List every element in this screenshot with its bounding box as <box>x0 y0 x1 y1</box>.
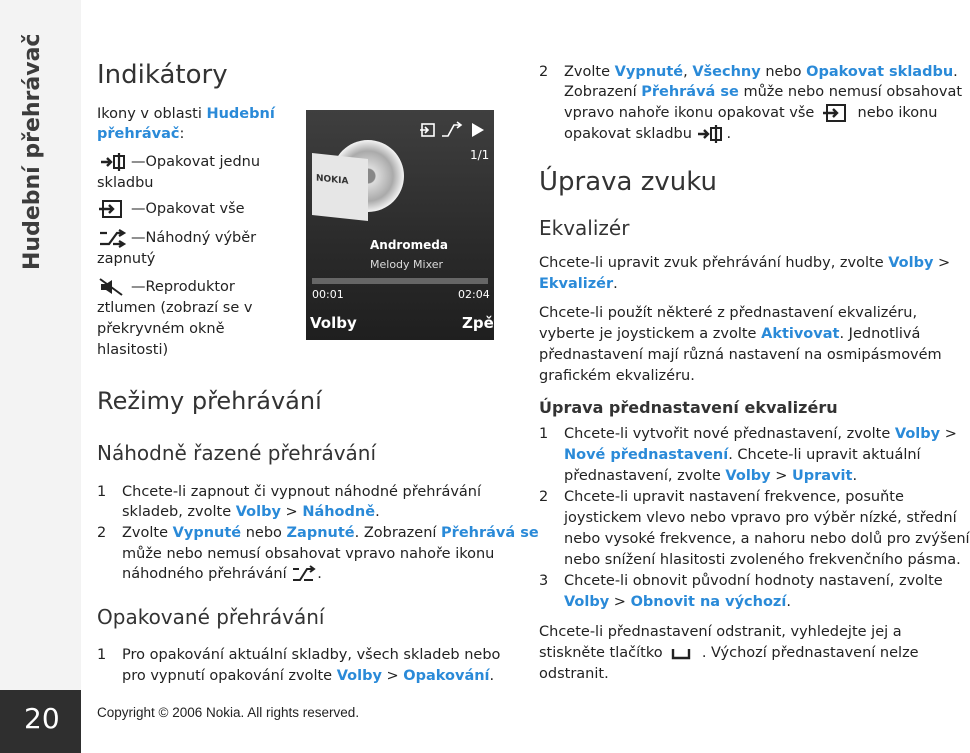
shuffle-icon <box>291 564 317 584</box>
repeat-step-2-c: vpravo nahoře ikonu opakovat vše nebo ikonu <box>564 105 938 121</box>
repeat-step-2-d: opakovat skladbu . <box>564 126 732 142</box>
muted-item-4: hlasitosti) <box>97 342 169 358</box>
repeat-step-1-b: pro vypnutí opakování zvolte Volby > Opakování. <box>122 668 495 684</box>
eq-para-1-a: Chcete-li upravit zvuk přehrávání hudby, zvolte Volby > <box>539 255 951 271</box>
eq-para-2-c: přednastavení mají různá nastavení na osmipásmovém <box>539 347 942 363</box>
repeat-all-icon <box>97 199 131 219</box>
muted-item-2: ztlumen (zobrazí se v <box>97 300 253 316</box>
phone-screenshot <box>306 110 501 340</box>
shuffle-item: —Náhodný výběr <box>97 228 256 249</box>
sound-heading: Úprava zvuku <box>539 167 717 197</box>
preset-step-1-a: Chcete-li vytvořit nové přednastavení, zvolte Volby > <box>564 426 957 442</box>
muted-item: —Reproduktor <box>97 277 235 298</box>
final-para-a: Chcete-li přednastavení odstranit, vyhledejte jej a <box>539 624 902 640</box>
back-softkey[interactable]: Zpět <box>462 314 501 332</box>
page-number: 20 <box>24 702 60 735</box>
preset-step-2-b: joystickem vlevo nebo vpravo pro výběr nízké, střední <box>564 510 957 526</box>
repeat-heading: Opakované přehrávání <box>97 605 325 629</box>
clear-key-icon <box>667 643 697 663</box>
eq-para-2-b: vyberte je joystickem a zvolte Aktivovat. Jednotlivá <box>539 326 921 342</box>
time-total: 02:04 <box>458 288 490 301</box>
muted-item-3: překryvném okně <box>97 321 225 337</box>
shuffle-step-2-num: 2 <box>97 525 107 541</box>
preset-step-2-c: nebo vysoké frekvence, a nahoru nebo dolů pro zvýšení <box>564 531 970 547</box>
preset-step-3-num: 3 <box>539 573 549 589</box>
repeat-step-2-b: Zobrazení Přehrává se může nebo nemusí obsahovat <box>564 84 963 100</box>
preset-step-1-b: Nové přednastavení. Chcete-li upravit aktuální <box>564 447 921 463</box>
preset-step-3-a: Chcete-li obnovit původní hodnoty nastavení, zvolte <box>564 573 943 589</box>
shuffle-step-1-a: Chcete-li zapnout či vypnout náhodné přehrávání <box>122 484 482 500</box>
intro-line-1: Ikony v oblasti Hudební <box>97 106 275 122</box>
repeat-step-1-a: Pro opakování aktuální skladby, všech skladeb nebo <box>122 647 501 663</box>
copyright: Copyright © 2006 Nokia. All rights reserved. <box>97 705 360 720</box>
preset-step-3-b: Volby > Obnovit na výchozí. <box>564 594 791 610</box>
page-number-box <box>0 690 81 753</box>
indicators-heading: Indikátory <box>97 60 228 90</box>
nokia-logo: NOKIA <box>316 173 349 187</box>
progress-bar <box>312 278 488 284</box>
chapter-sidebar <box>0 0 81 753</box>
preset-step-2-d: nebo snížení hlasitosti zvoleného frekvenčního pásma. <box>564 552 961 568</box>
shuffle-item-2: zapnutý <box>97 251 156 267</box>
preset-step-1-num: 1 <box>539 426 549 442</box>
song-title: Andromeda <box>370 238 448 252</box>
eq-para-2-d: grafickém ekvalizéru. <box>539 368 695 384</box>
final-para-c: odstranit. <box>539 666 609 682</box>
repeat-one-icon <box>697 124 727 144</box>
preset-heading: Úprava přednastavení ekvalizéru <box>539 398 838 417</box>
preset-step-2-num: 2 <box>539 489 549 505</box>
repeat-step-2-num: 2 <box>539 64 549 80</box>
repeat-one-item-2: skladbu <box>97 175 154 191</box>
shuffle-step-1-b: skladeb, zvolte Volby > Náhodně. <box>122 504 380 520</box>
repeat-step-2-a: Zvolte Vypnuté, Všechny nebo Opakovat skladbu. <box>564 64 958 80</box>
equalizer-heading: Ekvalizér <box>539 216 630 240</box>
shuffle-step-1-num: 1 <box>97 484 107 500</box>
status-icons <box>418 120 488 140</box>
final-para-b: stiskněte tlačítko . Výchozí přednastavení nelze <box>539 645 919 661</box>
repeat-all-icon <box>819 103 853 123</box>
shuffle-step-2-b: může nebo nemusí obsahovat vpravo nahoře ikonu <box>122 546 495 562</box>
repeat-one-item: —Opakovat jednu <box>97 152 260 173</box>
preset-step-2-a: Chcete-li upravit nastavení frekvence, posuňte <box>564 489 904 505</box>
chapter-title: Hudební přehrávač <box>20 33 45 270</box>
repeat-one-icon <box>97 152 131 172</box>
preset-step-1-c: přednastavení, zvolte Volby > Upravit. <box>564 468 858 484</box>
eq-para-1-b: Ekvalizér. <box>539 276 618 292</box>
time-elapsed: 00:01 <box>312 288 344 301</box>
track-counter: 1/1 <box>470 148 490 162</box>
repeat-step-1-num: 1 <box>97 647 107 663</box>
shuffle-icon <box>97 228 131 248</box>
play-modes-heading: Režimy přehrávání <box>97 387 322 415</box>
shuffle-heading: Náhodně řazené přehrávání <box>97 441 377 465</box>
album-case <box>312 153 368 221</box>
intro-line-2: přehrávač: <box>97 126 185 142</box>
options-softkey[interactable]: Volby <box>310 314 357 332</box>
shuffle-step-2-a: Zvolte Vypnuté nebo Zapnuté. Zobrazení Přehrává se <box>122 525 539 541</box>
shuffle-step-2-c: náhodného přehrávání . <box>122 566 322 582</box>
speaker-muted-icon <box>97 277 131 297</box>
eq-para-2-a: Chcete-li použít některé z přednastavení ekvalizéru, <box>539 305 918 321</box>
artist-name: Melody Mixer <box>370 258 444 271</box>
repeat-all-item: —Opakovat vše <box>97 199 245 220</box>
